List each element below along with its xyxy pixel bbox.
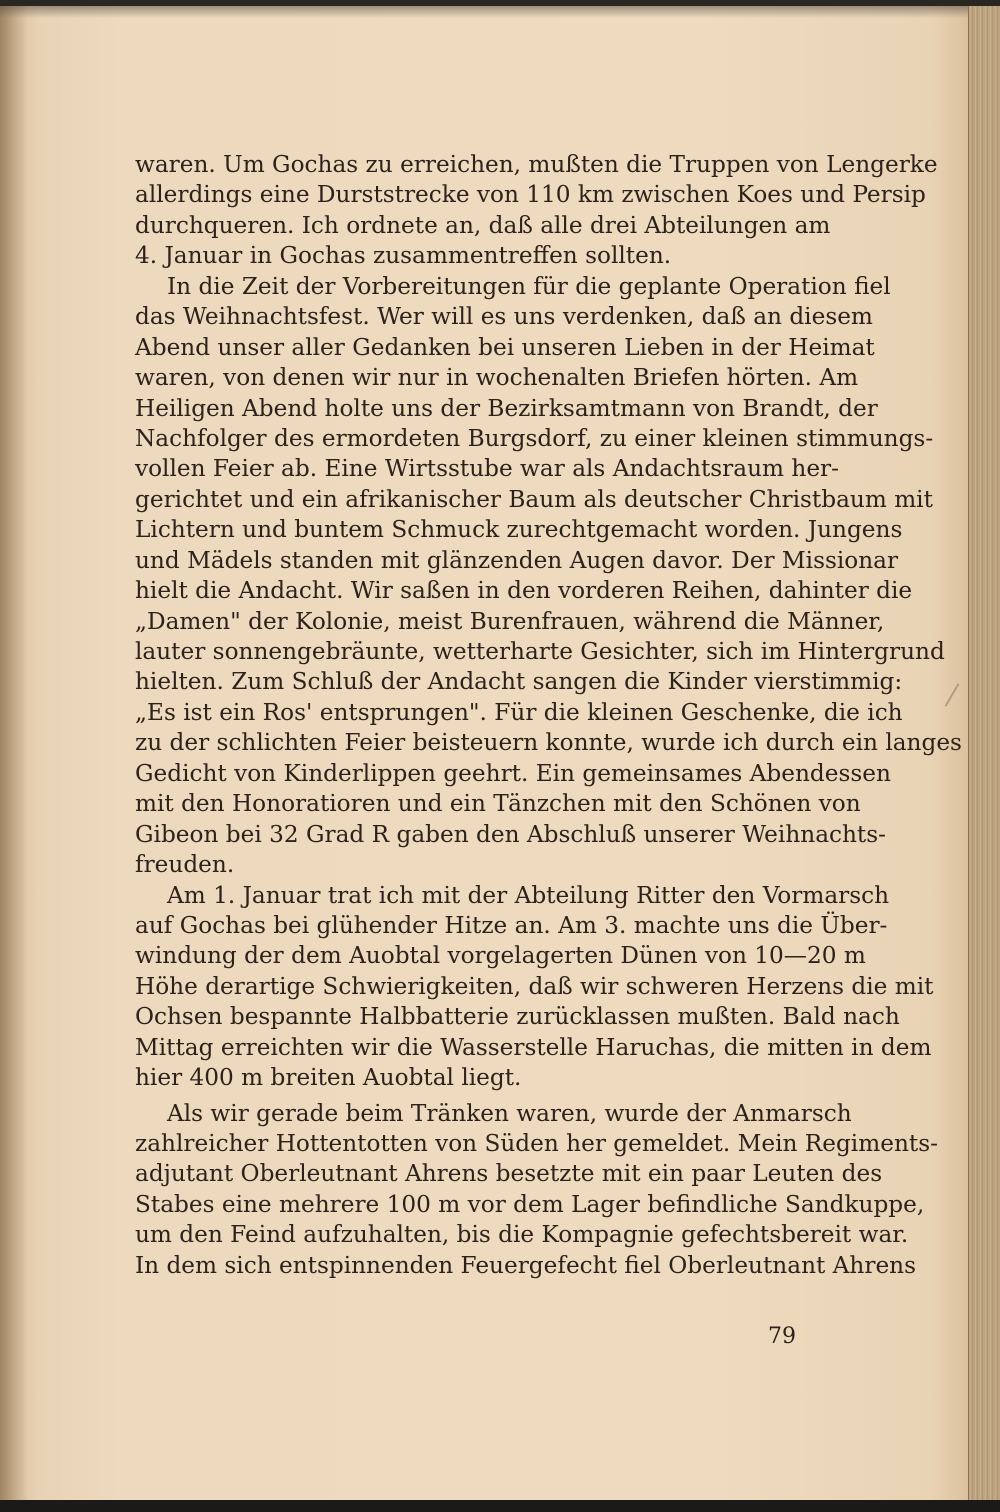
- text-line: Ochsen bespannte Halbbatterie zurücklassen mußten. Bald nach: [135, 1003, 900, 1031]
- text-line: lauter sonnengebräunte, wetterharte Gesichter, sich im Hintergrund: [135, 638, 945, 665]
- text-line: Gedicht von Kinderlippen geehrt. Ein gemeinsames Abendessen: [135, 759, 891, 787]
- top-edge-shadow: [0, 6, 978, 18]
- text-line: Gibeon bei 32 Grad R gaben den Abschluß unserer Weihnachts-: [135, 820, 886, 848]
- text-line: hielten. Zum Schluß der Andacht sangen die Kinder vierstimmig:: [135, 668, 903, 696]
- text-line: und Mädels standen mit glänzenden Augen davor. Der Missionar: [135, 546, 899, 574]
- text-line: Heiligen Abend holte uns der Bezirksamtmann von Brandt, der: [135, 394, 878, 422]
- text-line: Nachfolger des ermordeten Burgsdorf, zu einer kleinen stimmungs-: [135, 424, 934, 452]
- page-number: 79: [768, 1324, 796, 1349]
- text-line: allerdings eine Durststrecke von 110 km zwischen Koes und Persip: [135, 181, 926, 209]
- text-line: Lichtern und buntem Schmuck zurechtgemacht worden. Jungens: [135, 516, 903, 544]
- text-line: 4. Januar in Gochas zusammentreffen sollten.: [135, 242, 672, 270]
- text-line: gerichtet und ein afrikanischer Baum als deutscher Christbaum mit: [135, 485, 933, 513]
- text-line: durchqueren. Ich ordnete an, daß alle drei Abteilungen am: [135, 211, 831, 239]
- text-line: vollen Feier ab. Eine Wirtsstube war als Andachtsraum her-: [135, 455, 839, 483]
- text-line: Mittag erreichten wir die Wasserstelle Haruchas, die mitten in dem: [135, 1033, 932, 1061]
- text-line: zahlreicher Hottentotten von Süden her gemeldet. Mein Regiments-: [135, 1130, 938, 1157]
- text-line: hier 400 m breiten Auobtal liegt.: [135, 1064, 522, 1092]
- text-line: „Damen" der Kolonie, meist Burenfrauen, während die Männer,: [135, 607, 885, 635]
- text-line: waren. Um Gochas zu erreichen, mußten die Truppen von Lengerke: [135, 151, 938, 178]
- text-line: zu der schlichten Feier beisteuern konnte, wurde ich durch ein langes: [135, 729, 962, 757]
- text-line: In dem sich entspinnenden Feuergefecht fiel Oberleutnant Ahrens: [135, 1251, 917, 1279]
- text-line: waren, von denen wir nur in wochenalten Briefen hörten. Am: [135, 364, 859, 392]
- text-line: freuden.: [135, 851, 235, 879]
- text-line: hielt die Andacht. Wir saßen in den vorderen Reihen, dahinter die: [135, 577, 913, 605]
- bottom-edge: [0, 1500, 1000, 1512]
- text-line: adjutant Oberleutnant Ahrens besetzte mit ein paar Leuten des: [135, 1160, 883, 1188]
- text-line: Abend unser aller Gedanken bei unseren Lieben in der Heimat: [135, 333, 875, 361]
- gutter-shadow: [0, 6, 28, 1500]
- text-line: In die Zeit der Vorbereitungen für die geplante Operation fiel: [167, 272, 891, 300]
- text-line: Höhe derartige Schwierigkeiten, daß wir schweren Herzens die mit: [135, 972, 934, 1000]
- text-line: mit den Honoratioren und ein Tänzchen mit den Schönen von: [135, 790, 861, 818]
- text-line: auf Gochas bei glühender Hitze an. Am 3. machte uns die Über-: [135, 911, 888, 939]
- text-line: Als wir gerade beim Tränken waren, wurde der Anmarsch: [167, 1099, 852, 1127]
- page-fore-edge: [968, 6, 1000, 1500]
- text-line: Am 1. Januar trat ich mit der Abteilung Ritter den Vormarsch: [167, 881, 890, 909]
- body-text: [135, 150, 962, 1281]
- text-line: Stabes eine mehrere 100 m vor dem Lager befindliche Sandkuppe,: [135, 1190, 925, 1218]
- text-line: um den Feind aufzuhalten, bis die Kompagnie gefechtsbereit war.: [135, 1221, 909, 1249]
- text-line: windung der dem Auobtal vorgelagerten Dünen von 10—20 m: [135, 942, 866, 970]
- text-line: „Es ist ein Ros' entsprungen". Für die kleinen Geschenke, die ich: [135, 698, 903, 726]
- text-line: das Weihnachtsfest. Wer will es uns verdenken, daß an diesem: [135, 303, 873, 331]
